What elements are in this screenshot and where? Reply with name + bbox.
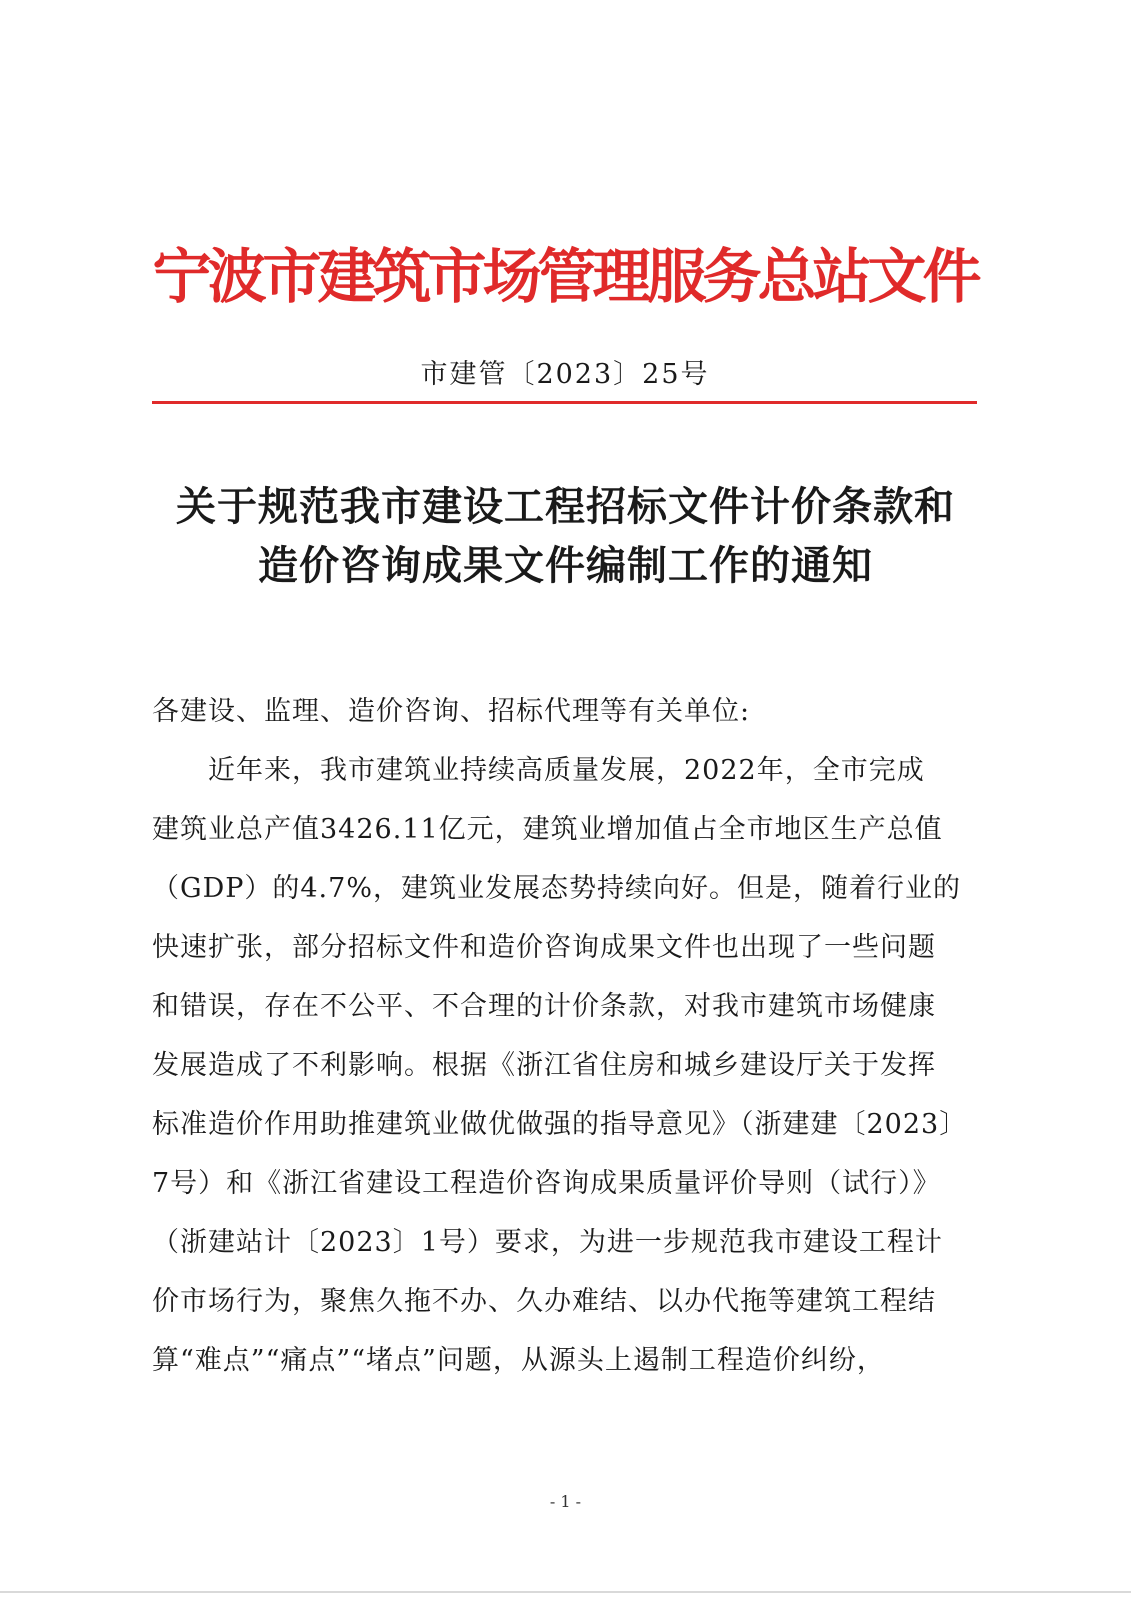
body-line: 价市场行为，聚焦久拖不办、久办难结、以办代拖等建筑工程结 [152, 1286, 936, 1317]
body-line: 和错误，存在不公平、不合理的计价条款，对我市建筑市场健康 [152, 991, 936, 1022]
body-line: 标准造价作用助推建筑业做优做强的指导意见》（浙建建〔2023〕 [152, 1109, 968, 1140]
title-line-2: 造价咨询成果文件编制工作的通知 [258, 543, 873, 589]
notice-title [100, 478, 1031, 596]
body-line: 7号）和《浙江省建设工程造价咨询成果质量评价导则（试行）》 [152, 1168, 941, 1199]
scan-edge-line [0, 1591, 1131, 1593]
body-line: 建筑业总产值3426.11亿元，建筑业增加值占全市地区生产总值 [152, 814, 943, 845]
body-line: （浙建站计〔2023〕1号）要求，为进一步规范我市建设工程计 [152, 1227, 943, 1258]
page-number: - 1 - [549, 1492, 582, 1511]
body-line: 快速扩张，部分招标文件和造价咨询成果文件也出现了一些问题 [152, 932, 936, 963]
red-divider-rule [152, 401, 977, 404]
body-line: （GDP）的4.7%，建筑业发展态势持续向好。但是，随着行业的 [152, 873, 961, 904]
title-line-1: 关于规范我市建设工程招标文件计价条款和 [176, 484, 955, 530]
document-number: 市建管〔2023〕25号 [420, 359, 710, 390]
addressee: 各建设、监理、造价咨询、招标代理等有关单位: [152, 696, 751, 727]
body-line: 算“难点”“痛点”“堵点”问题，从源头上遏制工程造价纠纷， [152, 1345, 885, 1376]
organization-header: 宁波市建筑市场管理服务总站文件 [152, 242, 978, 311]
body-text [152, 682, 992, 1390]
body-line: 发展造成了不利影响。根据《浙江省住房和城乡建设厅关于发挥 [152, 1050, 936, 1081]
body-line: 近年来，我市建筑业持续高质量发展，2022年，全市完成 [152, 755, 925, 786]
